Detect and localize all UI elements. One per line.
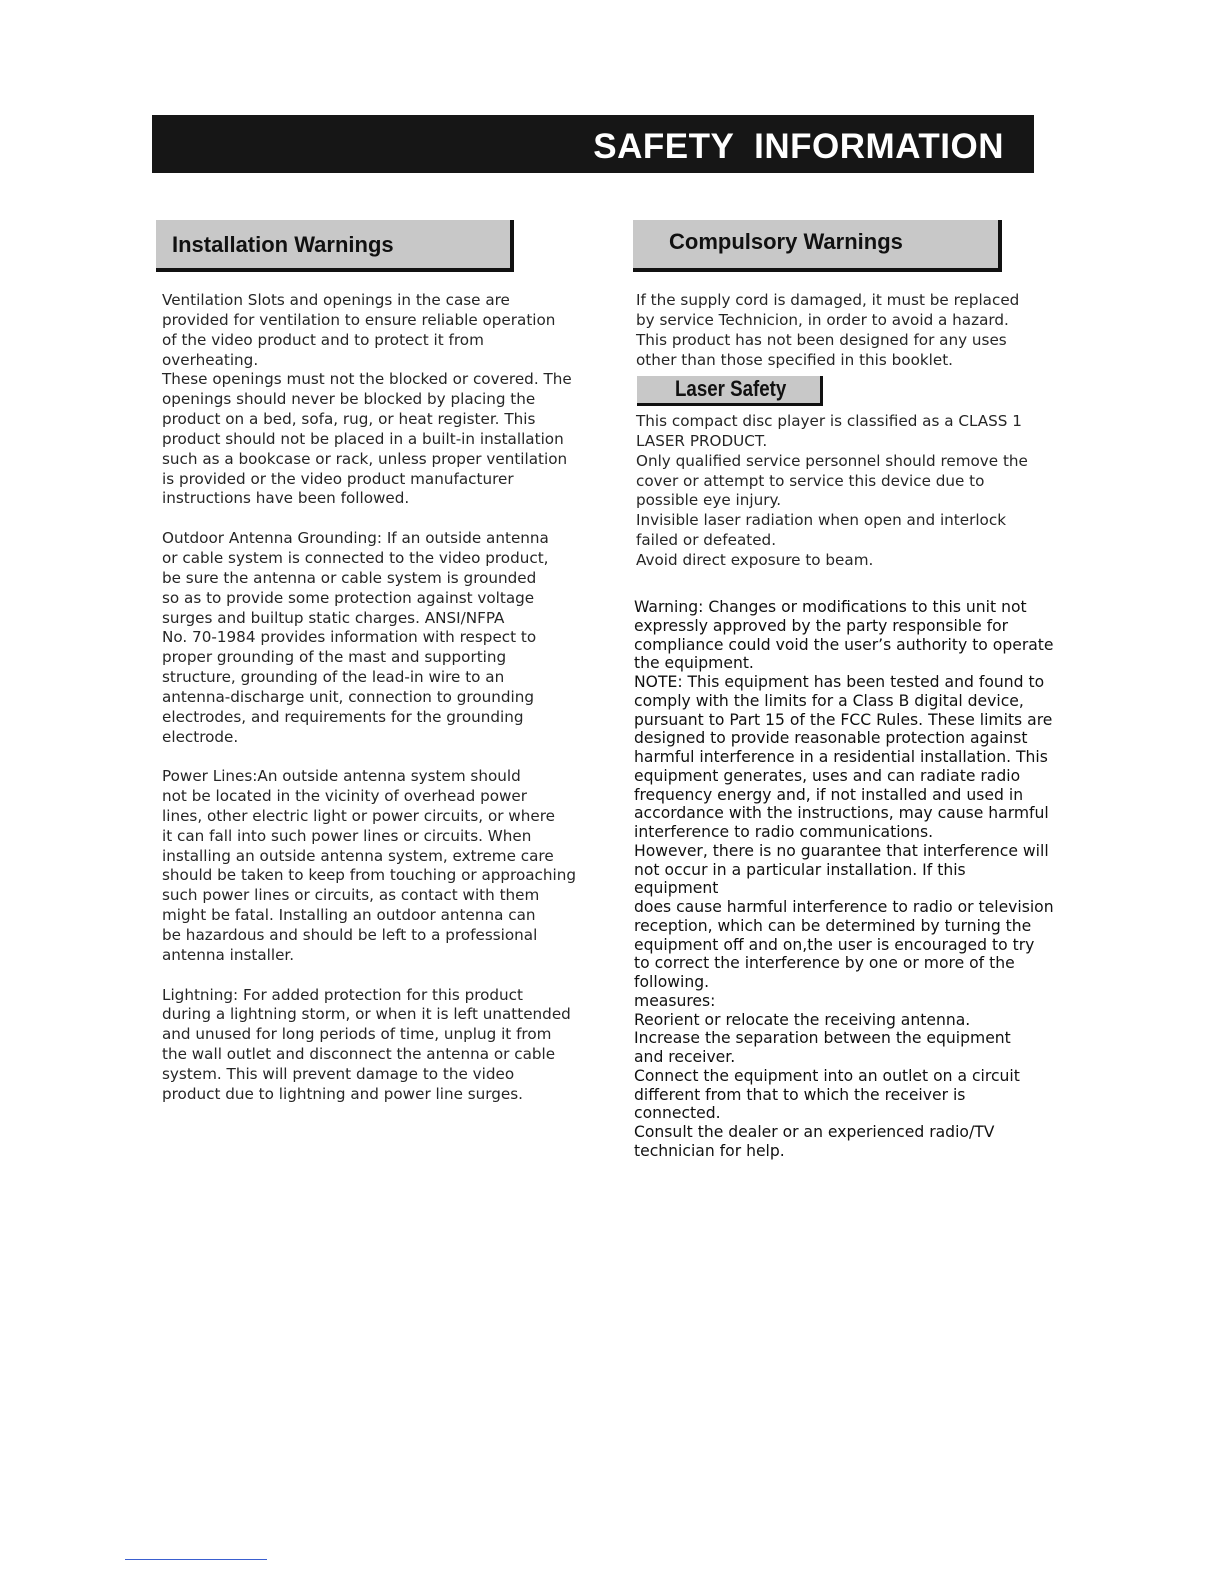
fcc-warning-paragraph: Warning: Changes or modifications to this unit not expressly approved by the party responsible for compliance could void the user’s authority to operate the equipment. NOTE: This equipment has been tested and found to comply with the limits for a Class B digital device, pursuant to Part 15 of the FCC Rules. These limits are designed to provide reasonable protection against harmful interference in a residential installation. This equipment generates, uses and can radiate radio frequency energy and, if not installed and used in accordance with the instructions, may cause harmful interference to radio communications. However, there is no guarantee that interference will not occur in a particular installation. If this equipment does cause harmful interference to radio or television reception, which can be determined by turning the equipment off and on,the user is encouraged to try to correct the interference by one or more of the following. measures: Reorient or relocate the receiving antenna. Increase the separation between the equipment and receiver. Connect the equipment into an outlet on a circuit different from that to which the receiver is connected. Consult the dealer or an experienced radio/TV technician for help.: [634, 598, 1054, 1160]
laser-safety-paragraph: This compact disc player is classified as a CLASS 1 LASER PRODUCT. Only qualified service personnel should remove the cover or attempt to service this device due to possible eye injury. Invisible laser radiation when open and interlock failed or defeated. Avoid direct exposure to beam.: [636, 412, 1028, 569]
installation-warnings-label: Installation Warnings: [172, 232, 394, 257]
installation-warnings-heading: [156, 220, 514, 272]
title-banner: [152, 115, 1034, 173]
laser-safety-body: [636, 412, 1056, 571]
compulsory-warnings-label: Compulsory Warnings: [669, 229, 903, 254]
fcc-warning-body: [634, 598, 1054, 1161]
lightning-paragraph: Lightning: For added protection for this product during a lightning storm, or when it is left unattended and unused for long periods of time, unplug it from the wall outlet and disconnect the antenna or cable system. This will prevent damage to the video product due to lightning and power line surges.: [162, 985, 571, 1103]
compulsory-warnings-heading: [633, 220, 1002, 272]
laser-safety-label: Laser Safety: [675, 376, 787, 401]
page-title: SAFETY INFORMATION: [593, 127, 1004, 166]
ventilation-paragraph: Ventilation Slots and openings in the case are provided for ventilation to ensure reliable operation of the video product and to protect it from overheating. These openings must not the blocked or covered. The openings should never be blocked by placing the product on a bed, sofa, rug, or heat register. This product should not be placed in a built-in installation such as a bookcase or rack, unless proper ventilation is provided or the video product manufacturer instructions have been followed.: [162, 291, 572, 508]
supply-cord-paragraph: If the supply cord is damaged, it must be replaced by service Technicion, in order to avoid a hazard. This product has not been designed for any uses other than those specified in this booklet.: [636, 291, 1020, 369]
footer-rule: [125, 1559, 267, 1560]
supply-cord-text: [636, 291, 1056, 370]
laser-safety-heading: [637, 376, 823, 406]
power-lines-paragraph: Power Lines:An outside antenna system should not be located in the vicinity of overhead power lines, other electric light or power circuits, or where it can fall into such power lines or circuits. When installing an outside antenna system, extreme care should be taken to keep from touching or approaching such power lines or circuits, as contact with them might be fatal. Installing an outdoor antenna can be hazardous and should be left to a professional antenna installer.: [162, 767, 577, 964]
installation-warnings-body: [162, 291, 582, 1124]
antenna-grounding-paragraph: Outdoor Antenna Grounding: If an outside antenna or cable system is connected to the video product, be sure the antenna or cable system is grounded so as to provide some protection against voltage surges and builtup static charges. ANSI/NFPA No. 70-1984 provides information with respect to proper grounding of the mast and supporting structure, grounding of the lead-in wire to an antenna-discharge unit, connection to grounding electrodes, and requirements for the grounding electrode.: [162, 529, 549, 746]
